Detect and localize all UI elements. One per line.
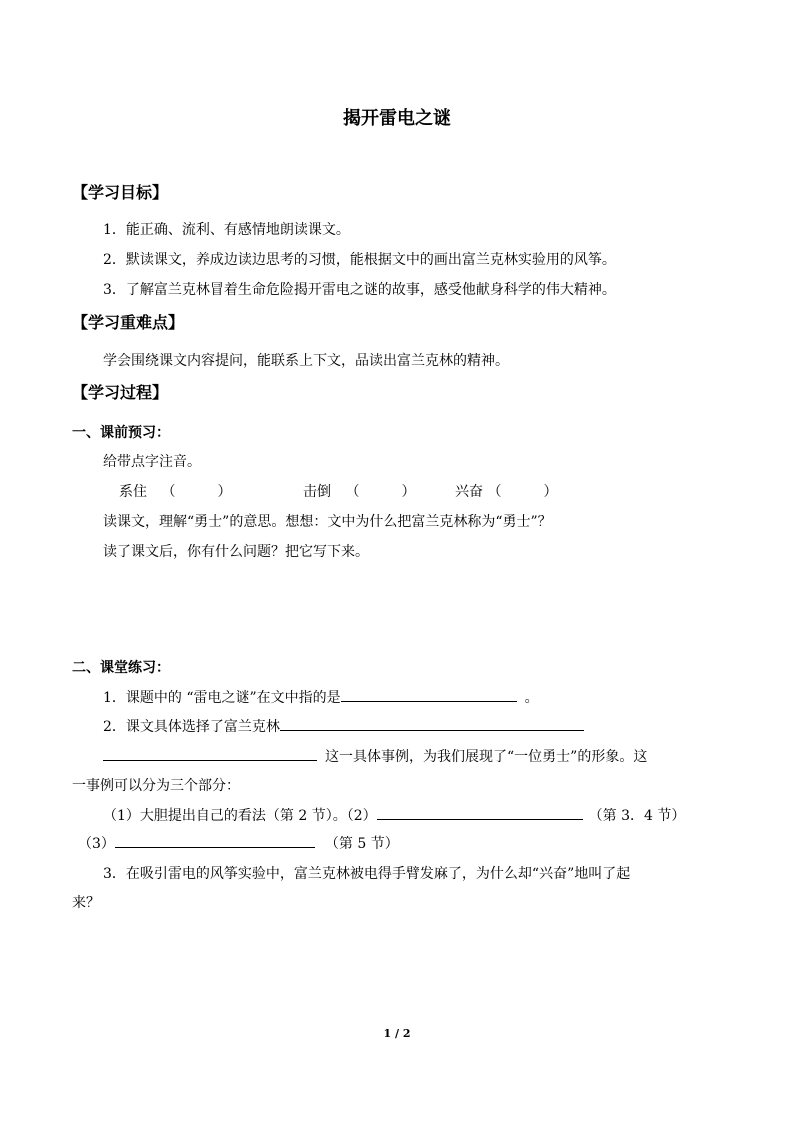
section2-heading: 二、课堂练习： <box>72 660 170 676</box>
section1-heading: 一、课前预习： <box>72 425 170 441</box>
pinyin-word-3 <box>455 481 557 501</box>
part-1-text: （1）大胆提出自己的看法（第 2 节）。（2） <box>103 808 377 824</box>
pinyin-word-2 <box>303 481 415 501</box>
exercise-2-line-2 <box>103 746 647 766</box>
exercise-2-part-3 <box>78 833 399 853</box>
page-title: 揭开雷电之谜 <box>343 108 451 129</box>
goal-item-2: 2．默读课文，养成边读边思考的习惯，能根据文中的画出富兰克林实验用的风筝。 <box>103 252 616 268</box>
exercise-2-line-1 <box>103 716 584 736</box>
exercise-1-end: 。 <box>524 690 539 706</box>
section1-question-1: 读课文，理解“勇士”的意思。想想：文中为什么把富兰克林称为“勇士”？ <box>103 514 552 530</box>
word-answer-blank[interactable]: （ ） <box>345 484 416 500</box>
exercise-1 <box>103 687 539 707</box>
answer-blank[interactable] <box>377 805 583 820</box>
exercise-2-line-3: 一事例可以分为三个部分： <box>72 778 240 794</box>
exercise-2-prompt: 2．课文具体选择了富兰克林 <box>103 719 280 735</box>
word-label: 击倒 <box>303 484 331 500</box>
goals-heading: 【学习目标】 <box>72 183 169 202</box>
pinyin-word-1 <box>119 481 231 501</box>
section1-instruction: 给带点字注音。 <box>103 454 201 470</box>
part-3-label: （3） <box>78 836 115 852</box>
word-answer-blank[interactable]: （ ） <box>487 484 558 500</box>
answer-blank[interactable] <box>280 716 584 731</box>
page-number: 1 / 2 <box>383 1027 411 1040</box>
exercise-3-line-1: 3．在吸引雷电的风筝实验中，富兰克林被电得手臂发麻了，为什么却“兴奋”地叫了起 <box>103 866 631 882</box>
exercise-1-prompt: 1．课题中的 “雷电之谜”在文中指的是 <box>103 690 341 706</box>
goal-item-3: 3．了解富兰克林冒着生命危险揭开雷电之谜的故事，感受他献身科学的伟大精神。 <box>103 282 616 298</box>
key-points-text: 学会围绕课文内容提问，能联系上下文，品读出富兰克林的精神。 <box>103 353 509 369</box>
exercise-3-line-2: 来？ <box>72 895 100 911</box>
process-heading: 【学习过程】 <box>72 383 169 402</box>
section1-question-2: 读了课文后，你有什么问题？把它写下来。 <box>103 544 369 560</box>
word-label: 系住 <box>119 484 147 500</box>
part-2-section: （第 3．4 节） <box>588 808 686 824</box>
part-3-section: （第 5 节） <box>324 836 399 852</box>
exercise-2-continuation: 这一具体事例，为我们展现了“一位勇士”的形象。这 <box>325 749 648 765</box>
key-points-heading: 【学习重难点】 <box>72 313 185 332</box>
goal-item-1: 1．能正确、流利、有感情地朗读课文。 <box>103 222 350 238</box>
word-answer-blank[interactable]: （ ） <box>161 484 232 500</box>
word-label: 兴奋 <box>455 484 483 500</box>
answer-blank[interactable] <box>103 746 317 761</box>
exercise-2-parts-line <box>103 805 685 825</box>
answer-blank[interactable] <box>115 833 315 848</box>
answer-blank[interactable] <box>341 687 517 702</box>
